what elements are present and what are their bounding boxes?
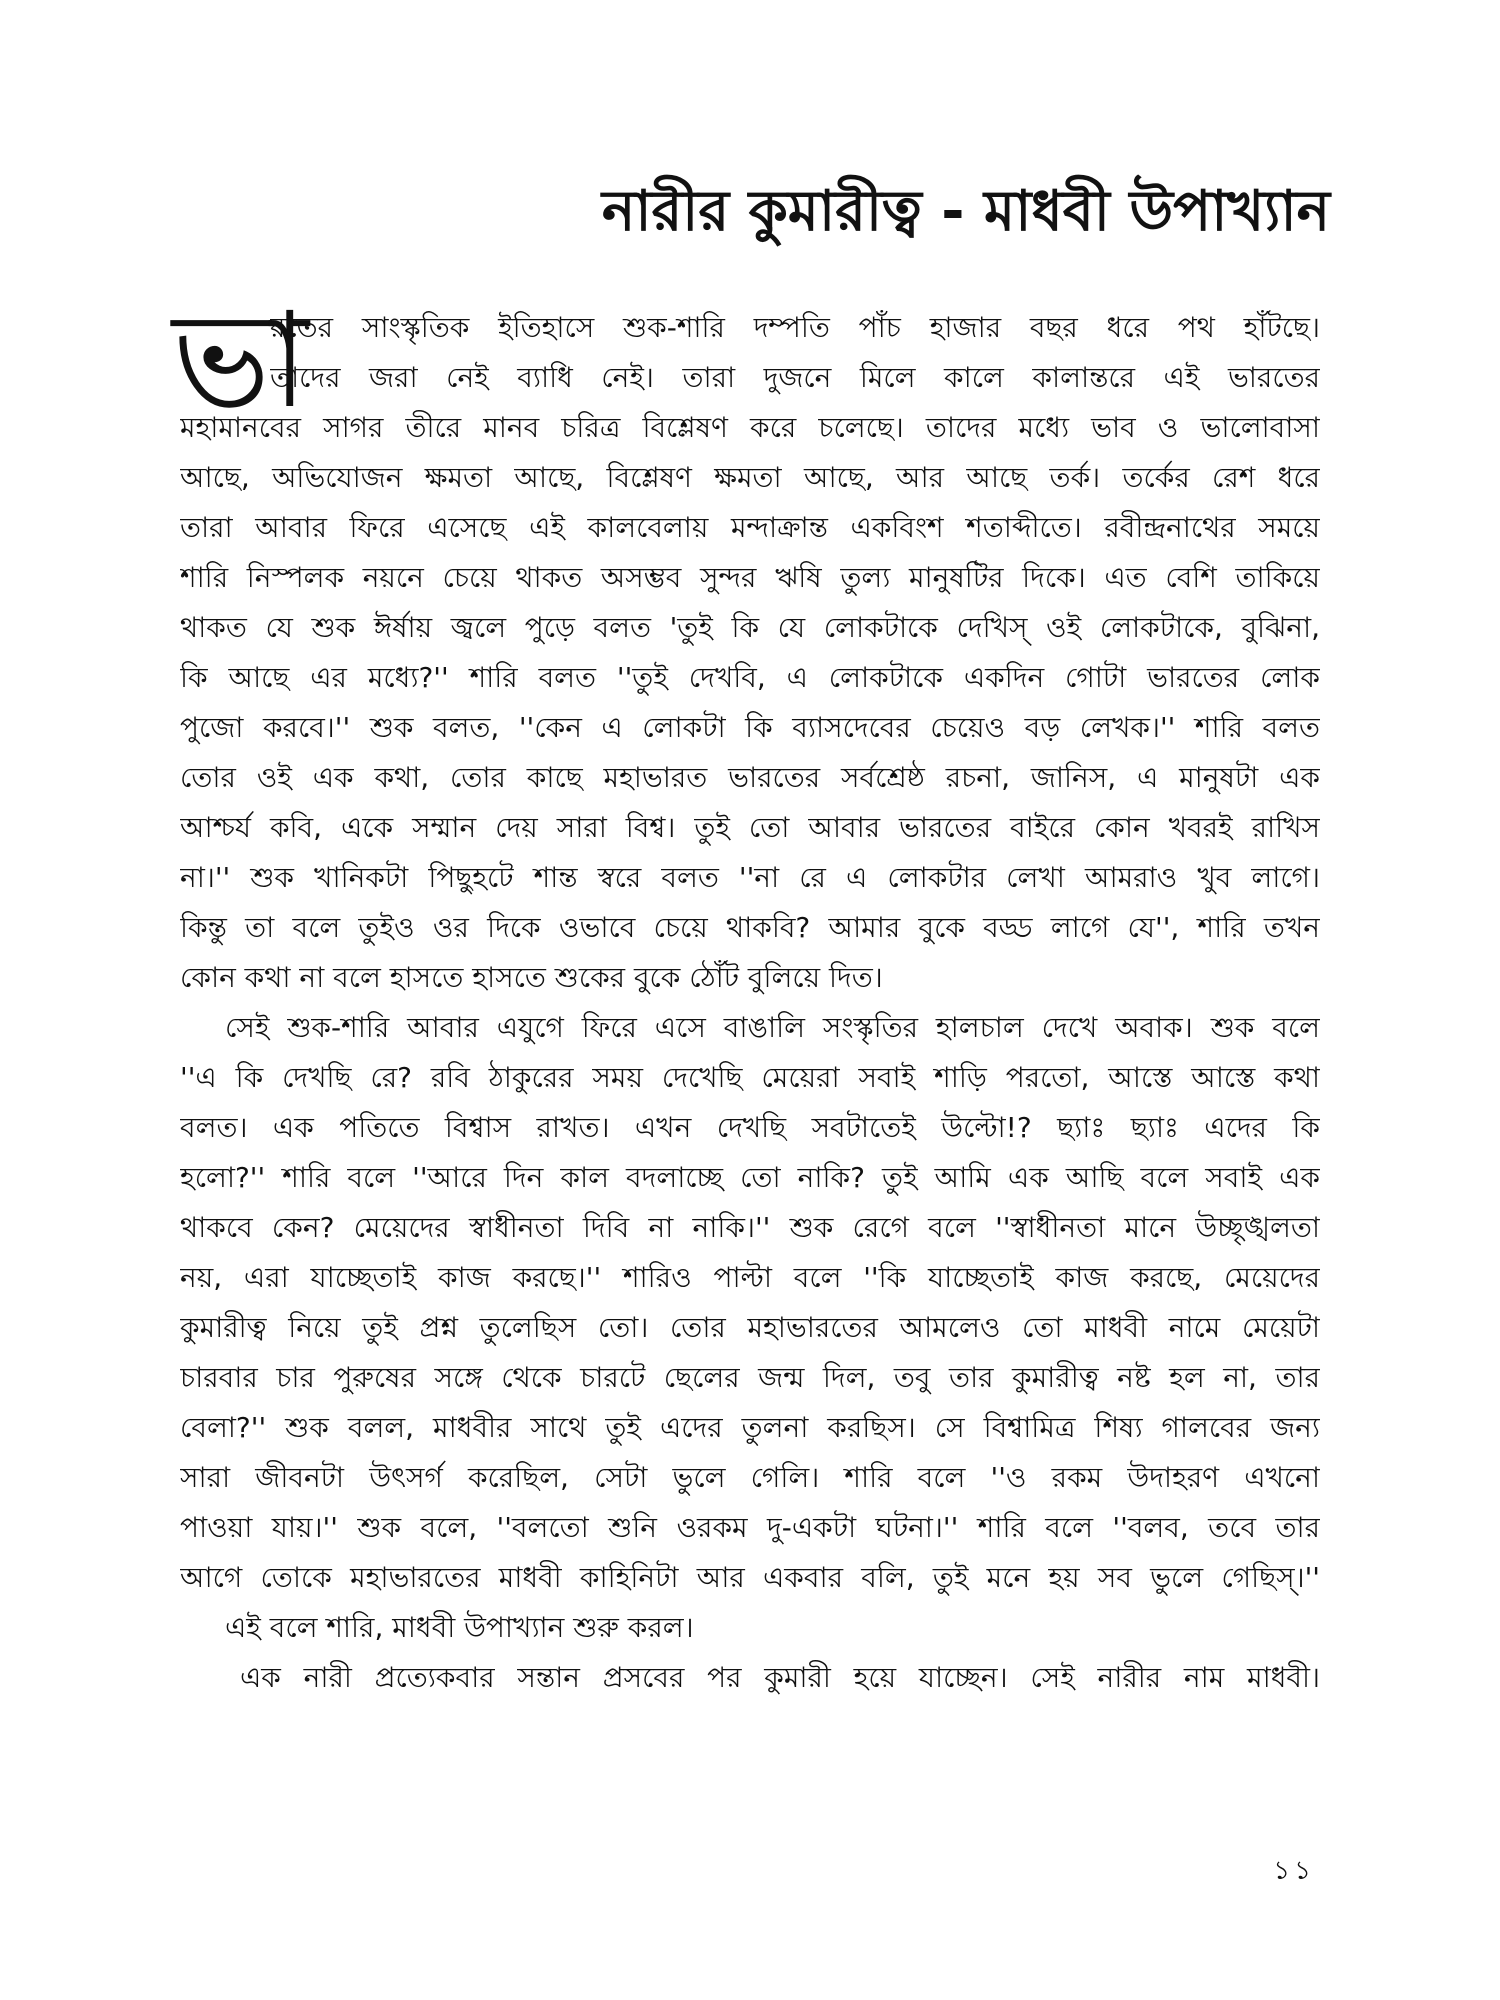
text-line: আগে তোকে মহাভারতের মাধবী কাহিনিটা আর একবার বলি, তুই মনে হয় সব ভুলে গেছিস্।'' [180,1561,1320,1594]
text-line: সারা জীবনটা উৎসর্গ করেছিল, সেটা ভুলে গেলি। শারি বলে ''ও রকম উদাহরণ এখনো [180,1461,1320,1494]
text-line: বলত। এক পতিতে বিশ্বাস রাখত। এখন দেখছি সবটাতেই উল্টো!? ছ্যাঃ ছ্যাঃ এদের কি [180,1111,1320,1144]
text-line: পাওয়া যায়।'' শুক বলে, ''বলতো শুনি ওরকম দু-একটা ঘটনা।'' শারি বলে ''বলব, তবে তার [180,1511,1320,1544]
text-line: কুমারীত্ব নিয়ে তুই প্রশ্ন তুলেছিস তো। তোর মহাভারতের আমলেও তো মাধবী নামে মেয়েটা [180,1311,1320,1344]
text-line: কি আছে এর মধ্যে?'' শারি বলত ''তুই দেখবি, এ লোকটাকে একদিন গোটা ভারতের লোক [180,661,1320,694]
text-line: বেলা?'' শুক বলল, মাধবীর সাথে তুই এদের তুলনা করছিস। সে বিশ্বামিত্র শিষ্য গালবের জন্য [180,1411,1320,1444]
text-line: তোর ওই এক কথা, তোর কাছে মহাভারত ভারতের সর্বশ্রেষ্ঠ রচনা, জানিস, এ মানুষটা এক [180,761,1320,794]
text-line: মহামানবের সাগর তীরে মানব চরিত্র বিশ্লেষণ করে চলেছে। তাদের মধ্যে ভাব ও ভালোবাসা [180,411,1320,444]
text-line: কিন্তু তা বলে তুইও ওর দিকে ওভাবে চেয়ে থাকবি? আমার বুকে বড্ড লাগে যে'', শারি তখন [180,911,1320,944]
text-line: শারি নিস্পলক নয়নে চেয়ে থাকত অসম্ভব সুন্দর ঋষি তুল্য মানুষটির দিকে। এত বেশি তাকিয়ে [180,561,1320,594]
chapter-title: নারীর কুমারীত্ব - মাধবী উপাখ্যান [601,179,1330,244]
text-line: আছে, অভিযোজন ক্ষমতা আছে, বিশ্লেষণ ক্ষমতা আছে, আর আছে তর্ক। তর্কের রেশ ধরে [180,461,1320,494]
text-line: তারা আবার ফিরে এসেছে এই কালবেলায় মন্দাক্রান্ত একবিংশ শতাব্দীতে। রবীন্দ্রনাথের সময়ে [180,511,1320,544]
page-number: ১১ [1273,1856,1315,1886]
text-line: নয়, এরা যাচ্ছেতাই কাজ করছে।'' শারিও পাল্টা বলে ''কি যাচ্ছেতাই কাজ করছে, মেয়েদের [180,1261,1320,1294]
drop-cap: ভা [172,284,309,438]
text-line: এক নারী প্রত্যেকবার সন্তান প্রসবের পর কুমারী হয়ে যাচ্ছেন। সেই নারীর নাম মাধবী। [240,1661,1320,1694]
text-line: সেই শুক-শারি আবার এযুগে ফিরে এসে বাঙালি সংস্কৃতির হালচাল দেখে অবাক। শুক বলে [225,1011,1320,1044]
text-line: থাকবে কেন? মেয়েদের স্বাধীনতা দিবি না নাকি।'' শুক রেগে বলে ''স্বাধীনতা মানে উচ্ছৃঙ্খলতা [180,1211,1320,1244]
text-line: আশ্চর্য কবি, একে সম্মান দেয় সারা বিশ্ব। তুই তো আবার ভারতের বাইরে কোন খবরই রাখিস [180,811,1320,844]
text-line: চারবার চার পুরুষের সঙ্গে থেকে চারটে ছেলের জন্ম দিল, তবু তার কুমারীত্ব নষ্ট হল না, তার [180,1361,1320,1394]
text-line: কোন কথা না বলে হাসতে হাসতে শুকের বুকে ঠোঁট বুলিয়ে দিত। [180,961,883,994]
text-line: এই বলে শারি, মাধবী উপাখ্যান শুরু করল। [225,1611,694,1644]
text-line: না।'' শুক খানিকটা পিছুহটে শান্ত স্বরে বলত ''না রে এ লোকটার লেখা আমরাও খুব লাগে। [180,861,1320,894]
text-line: হলো?'' শারি বলে ''আরে দিন কাল বদলাচ্ছে তো নাকি? তুই আমি এক আছি বলে সবাই এক [180,1161,1320,1194]
text-line: ''এ কি দেখছি রে? রবি ঠাকুরের সময় দেখেছি মেয়েরা সবাই শাড়ি পরতো, আস্তে আস্তে কথা [180,1061,1320,1094]
text-line: তাদের জরা নেই ব্যাধি নেই। তারা দুজনে মিলে কালে কালান্তরে এই ভারতের [270,361,1320,394]
text-line: পুজো করবে।'' শুক বলত, ''কেন এ লোকটা কি ব্যাসদেবের চেয়েও বড় লেখক।'' শারি বলত [180,711,1320,744]
text-line: রতের সাংস্কৃতিক ইতিহাসে শুক-শারি দম্পতি পাঁচ হাজার বছর ধরে পথ হাঁটছে। [270,311,1320,344]
text-line: থাকত যে শুক ঈর্ষায় জ্বলে পুড়ে বলত 'তুই কি যে লোকটাকে দেখিস্ ওই লোকটাকে, বুঝিনা, [180,611,1320,644]
